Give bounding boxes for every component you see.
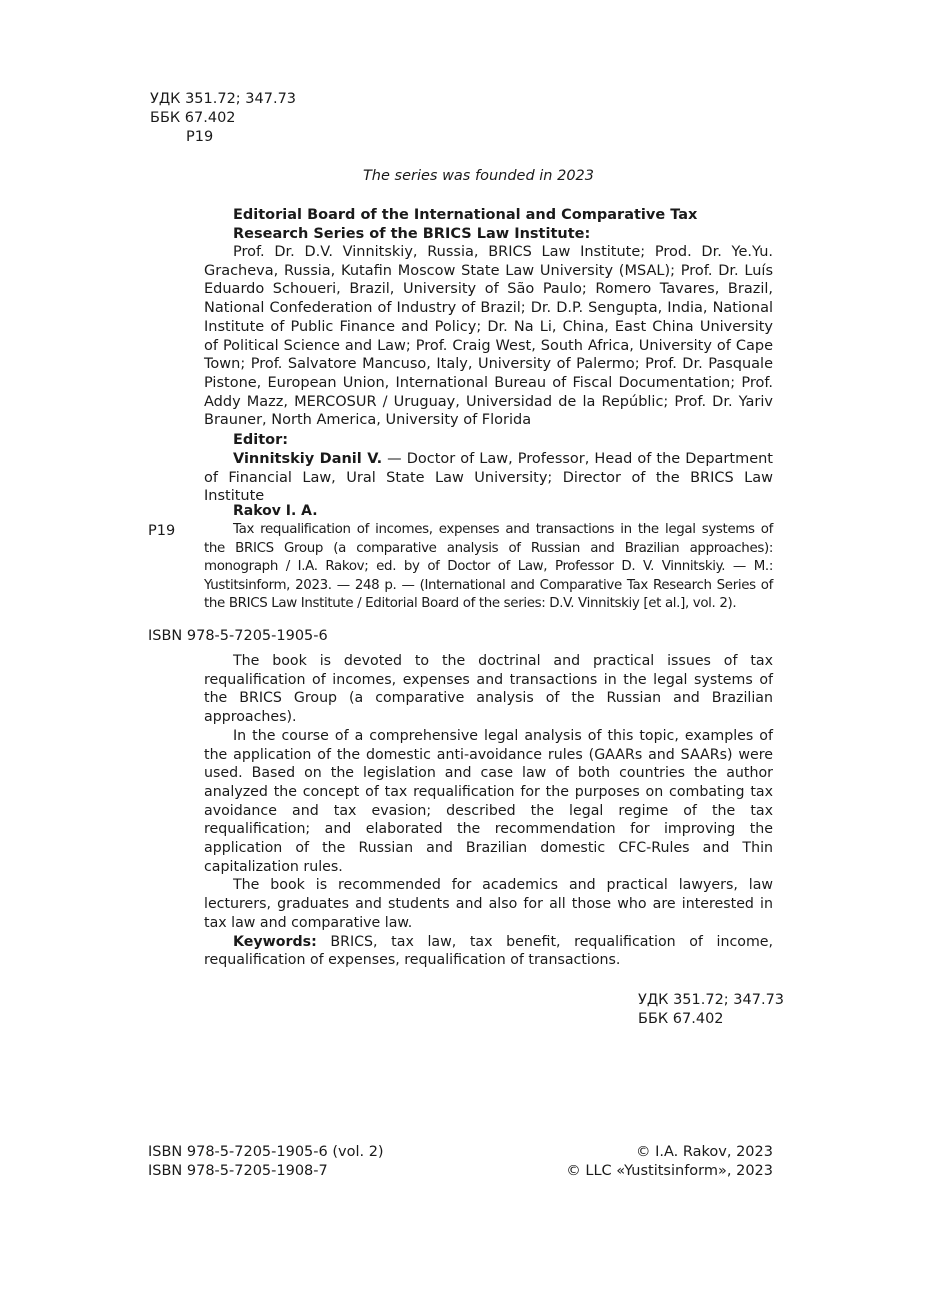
author-mark-side: Р19 [148,523,176,539]
classification-block-right [638,991,784,1029]
keywords-paragraph [204,933,773,970]
bbk-code-right: ББК 67.402 [638,1011,724,1027]
author-heading: Rakov I. A. [233,503,318,519]
copyright-author: © I.A. Rakov, 2023 [636,1144,773,1160]
abstract-paragraph-3: The book is recommended for academics and practical lawyers, law lecturers, graduates and students and also for all those who are interested in tax law and comparative law. [204,877,773,931]
isbn-series: ISBN 978-5-7205-1908-7 [148,1163,328,1179]
bibliographic-entry [204,521,773,614]
series-note: The series was founded in 2023 [362,168,594,184]
copyright-block [520,1143,773,1181]
isbn-main: ISBN 978-5-7205-1905-6 [148,628,328,644]
editor-description: — Doctor of Law, Professor, Head of the Department of Financial Law, Ural State Law University; Director of the BRICS Law Institute [204,451,773,505]
editor-heading: Editor: [233,432,289,448]
abstract-paragraph-1: The book is devoted to the doctrinal and practical issues of tax requalification of incomes, expenses and transactions in the legal systems of the BRICS Group (a comparative analysis of the Russian and Brazilian approaches). [204,653,773,726]
editorial-board-members-text: Prof. Dr. D.V. Vinnitskiy, Russia, BRICS Law Institute; Prod. Dr. Ye.Yu. Gracheva, Russia, Kutafin Moscow State Law University (MSAL); Prof. Dr. Luís Eduardo Schoueri, Brazil, University of São Paulo; Romero Tavares, Brazil, National Confederation of Industry of Brazil; Dr. D.P. Sengupta, India, National Institute of Public Finance and Policy; Dr. Na Li, China, East China University of Political Science and Law; Prof. Craig West, South Africa, University of Cape Town; Prof. Salvatore Mancuso, Italy, University of Palermo; Prof. Dr. Pasquale Pistone, European Union, International Bureau of Fiscal Documentation; Prof. Addy Mazz, MERCOSUR / Uruguay, Universidad de la Repúblic; Prof. Dr. Yariv Brauner, North America, University of Florida [204,244,773,429]
keywords-label: Keywords: [233,933,317,950]
bbk-code: ББК 67.402 [150,110,236,126]
editor-paragraph [204,450,773,506]
bibliographic-entry-text: Tax requalification of incomes, expenses and transactions in the legal systems of the BRICS Group (a comparative analysis of Russian and Brazilian approaches): monograph / I.A. Rakov; ed. by of Doctor of Law, Professor D. V. Vinnitskiy. — M.: Yustitsinform, 2023. — 248 p. — (International and Comparative Tax Research Series of the BRICS Law Institute / Editorial Board of the series: D.V. Vinnitskiy [et al.], vol. 2). [204,522,773,611]
udk-code-right: УДК 351.72; 347.73 [638,992,785,1008]
author-mark: Р19 [186,129,214,145]
keywords-text: BRICS, tax law, tax benefit, requalification of income, requalification of expenses, requalification of transactions. [204,933,773,969]
abstract [204,652,773,970]
udk-code: УДК 351.72; 347.73 [150,91,297,107]
isbn-volume: ISBN 978-5-7205-1905-6 (vol. 2) [148,1144,384,1160]
editorial-board-heading: Editorial Board of the International and Comparative Tax Research Series of the BRICS Law Institute: [233,207,698,242]
editor-info [204,450,773,506]
editor-name: Vinnitskiy Danil V. [233,451,383,467]
classification-block-top [150,90,296,147]
abstract-paragraph-2: In the course of a comprehensive legal analysis of this topic, examples of the application of the domestic anti-avoidance rules (GAARs and SAARs) were used. Based on the legislation and case law of both countries the author analyzed the concept of tax requalification for the purposes on combating tax avoidance and tax evasion; described the legal regime of the tax requalification; and elaborated the recommendation for improving the application of the Russian and Brazilian domestic CFC-Rules and Thin capitalization rules. [204,727,773,875]
isbn-bottom-block [148,1143,384,1181]
copyright-publisher: © LLC «Yustitsinform», 2023 [566,1163,773,1179]
editorial-board-members [204,243,773,430]
